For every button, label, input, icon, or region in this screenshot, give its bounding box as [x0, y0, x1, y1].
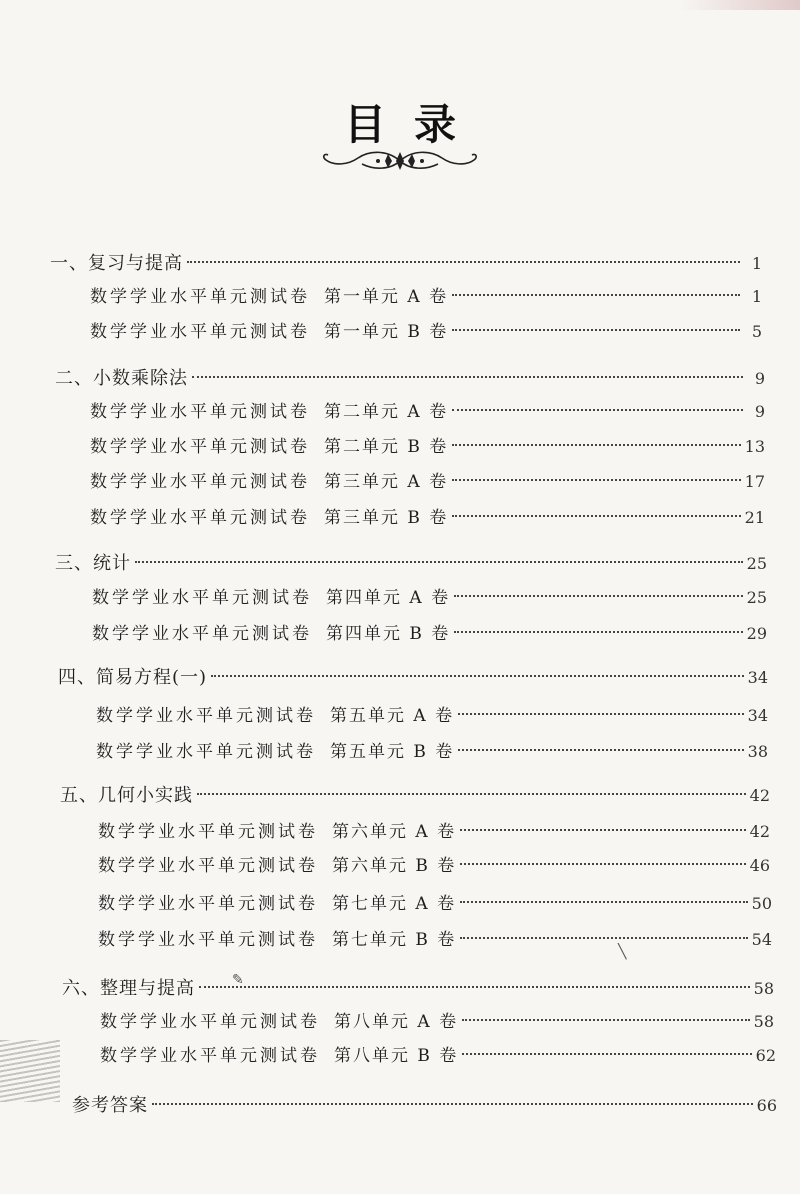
- toc-entry-row[interactable]: [90, 318, 762, 346]
- toc-entry-row[interactable]: [90, 468, 765, 496]
- toc-page-number: 25: [746, 554, 767, 573]
- toc-entry-series: 数学学业水平单元测试卷: [98, 930, 318, 950]
- toc-entry-row[interactable]: [90, 433, 765, 461]
- dot-leader: [458, 713, 744, 715]
- toc-entry-series: 数学学业水平单元测试卷: [98, 894, 318, 914]
- dot-leader: [452, 444, 740, 446]
- toc-entry-series: 数学学业水平单元测试卷: [96, 706, 316, 726]
- toc-section-title: 六、整理与提高: [62, 978, 195, 999]
- toc-entry-title: [98, 890, 456, 918]
- toc-page-number: 21: [744, 508, 765, 527]
- toc-entry-unit: 第六单元 B 卷: [332, 856, 457, 876]
- toc-page-number: 58: [753, 1012, 774, 1031]
- toc-section-row[interactable]: [62, 975, 774, 1003]
- toc-entry-title: [90, 398, 448, 426]
- toc-entry-row[interactable]: [98, 890, 772, 918]
- toc-entry-unit: 第八单元 B 卷: [334, 1046, 459, 1066]
- dot-leader: [452, 409, 743, 411]
- toc-entry-unit: 第七单元 B 卷: [332, 930, 457, 950]
- toc-entry-title: [90, 468, 448, 496]
- dot-leader: [452, 515, 740, 517]
- toc-entry-series: 数学学业水平单元测试卷: [90, 287, 310, 307]
- toc-entry-series: 数学学业水平单元测试卷: [100, 1012, 320, 1032]
- dot-leader: [460, 863, 745, 865]
- toc-page-number: 34: [747, 668, 768, 687]
- toc-page-number: 1: [751, 287, 762, 306]
- toc-entry-row[interactable]: [98, 852, 770, 880]
- toc-entry-series: 数学学业水平单元测试卷: [90, 472, 310, 492]
- toc-section-row[interactable]: [72, 1092, 777, 1120]
- toc-page-number: 50: [751, 894, 772, 913]
- toc-page-number: 42: [749, 786, 770, 805]
- toc-entry-row[interactable]: [98, 926, 772, 954]
- toc-entry-unit: 第一单元 B 卷: [324, 322, 449, 342]
- toc-entry-title: [90, 433, 448, 461]
- toc-section-row[interactable]: [55, 365, 765, 393]
- toc-page-number: 17: [744, 472, 765, 491]
- dot-leader: [462, 1053, 751, 1055]
- toc-entry-title: [98, 818, 456, 846]
- toc-entry-title: [92, 620, 450, 648]
- toc-entry-unit: 第三单元 B 卷: [324, 508, 449, 528]
- toc-entry-series: 数学学业水平单元测试卷: [90, 508, 310, 528]
- toc-entry-row[interactable]: [96, 702, 768, 730]
- toc-section-row[interactable]: [55, 550, 767, 578]
- dot-leader: [460, 901, 748, 903]
- toc-page-number: 29: [746, 624, 767, 643]
- toc-entry-series: 数学学业水平单元测试卷: [90, 437, 310, 457]
- toc-entry-title: [90, 318, 448, 346]
- dot-leader: [460, 937, 747, 939]
- toc-entry-series: 数学学业水平单元测试卷: [100, 1046, 320, 1066]
- toc-entry-unit: 第六单元 A 卷: [332, 822, 457, 842]
- toc-entry-row[interactable]: [98, 818, 770, 846]
- toc-entry-unit: 第四单元 A 卷: [326, 588, 451, 608]
- toc-entry-unit: 第七单元 A 卷: [332, 894, 457, 914]
- dot-leader: [458, 749, 743, 751]
- toc-entry-unit: 第一单元 A 卷: [324, 287, 449, 307]
- toc-entry-title: [98, 852, 456, 880]
- dot-leader: [454, 631, 742, 633]
- toc-entry-title: [100, 1042, 458, 1070]
- toc-page-number: 34: [747, 706, 768, 725]
- toc-entry-title: [92, 584, 450, 612]
- dot-leader: [211, 675, 744, 677]
- toc-entry-title: [98, 926, 456, 954]
- toc-section-title: 三、统计: [55, 553, 131, 574]
- dot-leader: [452, 479, 741, 481]
- toc-entry-unit: 第五单元 A 卷: [330, 706, 455, 726]
- toc-entry-title: [90, 283, 448, 311]
- dot-leader: [199, 986, 750, 988]
- toc-entry-row[interactable]: [90, 398, 765, 426]
- scan-halftone-artifact: [0, 1040, 60, 1102]
- toc-page-number: 42: [749, 822, 770, 841]
- dot-leader: [135, 561, 743, 563]
- toc-page-number: 1: [751, 254, 762, 273]
- toc-entry-series: 数学学业水平单元测试卷: [90, 322, 310, 342]
- dot-leader: [462, 1019, 750, 1021]
- toc-entry-unit: 第三单元 A 卷: [324, 472, 449, 492]
- toc-section-title: 一、复习与提高: [50, 253, 183, 274]
- toc-entry-title: [96, 738, 454, 766]
- pen-tick-icon: ╲: [618, 944, 627, 960]
- dot-leader: [197, 793, 746, 795]
- toc-entry-series: 数学学业水平单元测试卷: [98, 856, 318, 876]
- toc-entry-row[interactable]: [90, 504, 765, 532]
- toc-entry-series: 数学学业水平单元测试卷: [98, 822, 318, 842]
- toc-page-number: 13: [744, 437, 765, 456]
- dot-leader: [187, 261, 740, 263]
- dot-leader: [452, 294, 740, 296]
- toc-entry-row[interactable]: [92, 620, 767, 648]
- toc-entry-row[interactable]: [100, 1008, 774, 1036]
- dot-leader: [452, 329, 740, 331]
- toc-section-row[interactable]: [60, 782, 770, 810]
- toc-entry-title: [100, 1008, 458, 1036]
- dot-leader: [454, 595, 743, 597]
- toc-entry-row[interactable]: [90, 283, 762, 311]
- toc-section-title: 四、简易方程(一): [58, 667, 208, 688]
- toc-entry-row[interactable]: [100, 1042, 776, 1070]
- toc-section-title: 五、几何小实践: [60, 785, 193, 806]
- toc-page-number: 58: [753, 979, 774, 998]
- dot-leader: [192, 376, 743, 378]
- toc-entry-unit: 第二单元 A 卷: [324, 402, 449, 422]
- toc-entry-unit: 第四单元 B 卷: [326, 624, 451, 644]
- toc-entry-series: 数学学业水平单元测试卷: [92, 588, 312, 608]
- toc-page-number: 46: [749, 856, 770, 875]
- toc-entry-row[interactable]: [92, 584, 767, 612]
- toc-entry-title: [96, 702, 454, 730]
- toc-section-row[interactable]: [58, 664, 768, 692]
- toc-page-number: 9: [754, 402, 765, 421]
- dot-leader: [460, 829, 746, 831]
- toc-section-row[interactable]: [50, 250, 762, 278]
- pen-mark-icon: ✎: [232, 972, 244, 988]
- toc-entry-series: 数学学业水平单元测试卷: [90, 402, 310, 422]
- toc-entry-row[interactable]: [96, 738, 768, 766]
- toc-entry-series: 数学学业水平单元测试卷: [92, 624, 312, 644]
- page-title: 目录: [343, 100, 484, 149]
- toc-page-number: 5: [751, 322, 762, 341]
- toc-entry-unit: 第八单元 A 卷: [334, 1012, 459, 1032]
- toc-page-number: 25: [746, 588, 767, 607]
- dot-leader: [152, 1103, 753, 1105]
- toc-section-title: 二、小数乘除法: [55, 368, 188, 389]
- toc-page-number: 62: [755, 1046, 776, 1065]
- toc-page-number: 38: [747, 742, 768, 761]
- toc-entry-series: 数学学业水平单元测试卷: [96, 742, 316, 762]
- toc-page-number: 54: [751, 930, 772, 949]
- toc-page-number: 9: [754, 369, 765, 388]
- toc-entry-unit: 第五单元 B 卷: [330, 742, 455, 762]
- toc-entry-unit: 第二单元 B 卷: [324, 437, 449, 457]
- toc-entry-title: [90, 504, 448, 532]
- toc-page-number: 66: [756, 1096, 777, 1115]
- toc-section-title: 参考答案: [72, 1095, 148, 1116]
